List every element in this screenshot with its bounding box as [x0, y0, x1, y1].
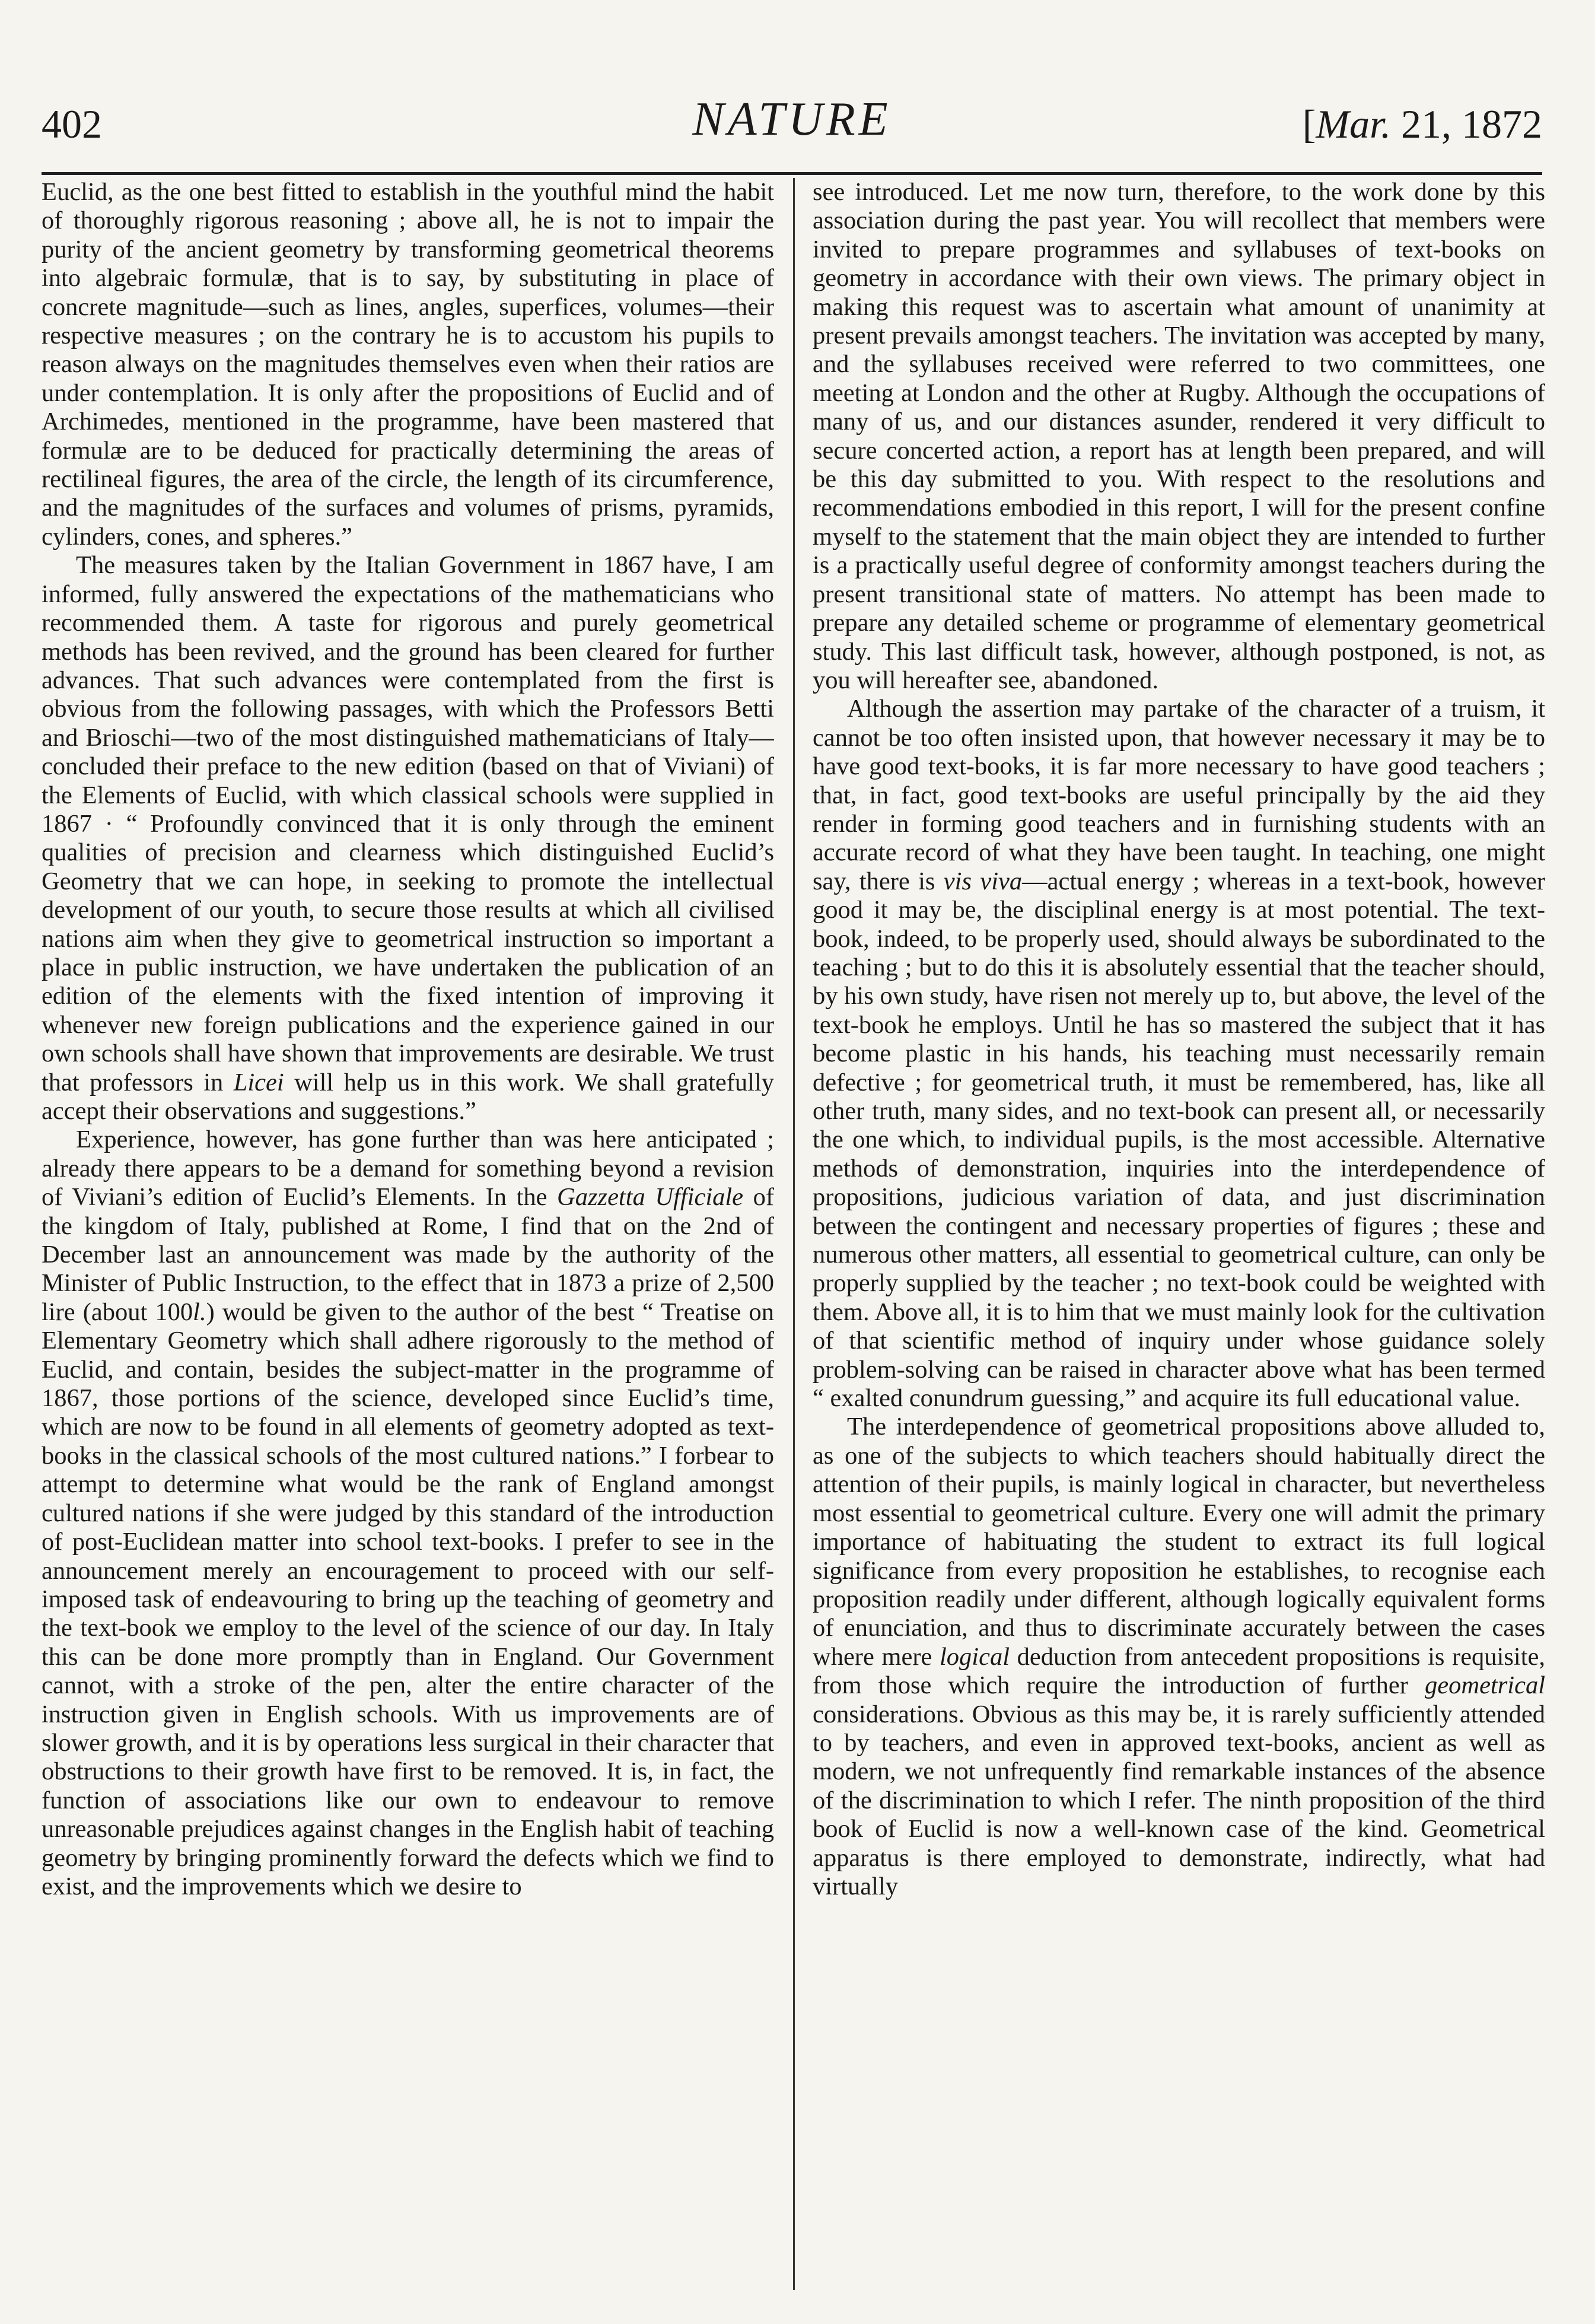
paragraph: Euclid, as the one best fitted to establish in the youthful mind the habit of thoroughly rigorous reasoning ; above all, he is not to impair the purity of the ancient geometry by transforming geometrical theorems into algebraic formulæ, that is to say, by substituting in place of concrete magnitude—such as lines, angles, superfices, volumes—their respective measures ; on the contrary he is to accustom his pupils to reason always on the magnitudes themselves even when their ratios are under contemplation. It is only after the propositions of Euclid and of Archimedes, mentioned in the programme, have been mastered that formulæ are to be deduced for practically determining the areas of rectilineal figures, the area of the circle, the length of its circumference, and the magnitudes of the surfaces and volumes of prisms, pyramids, cylinders, cones, and spheres.” [42, 178, 774, 551]
header-rule [42, 172, 1542, 175]
paragraph: Although the assertion may partake of the character of a truism, it cannot be too often insisted upon, that however necessary it may be to have good text-books, it is far more necessary to have good teachers ; that, in fact, good text-books are useful principally by the aid they render in forming good teachers and in furnishing students with an accurate record of what they have been taught. In teaching, one might say, there is vis viva—actual energy ; whereas in a text-book, however good it may be, the disciplinal energy is at most potential. The text-book, indeed, to be properly used, should always be subordinated to the teaching ; but to do this it is absolutely essential that the teacher should, by his own study, have risen not merely up to, but above, the level of the text-book he employs. Until he has so mastered the subject that it has become plastic in his hands, his teaching must necessarily remain defective ; for geometrical truth, it must be remembered, has, like all other truth, many sides, and no text-book can present all, or necessarily the one which, to individual pupils, is the most accessible. Alternative methods of demonstration, inquiries into the interdependence of propositions, judicious variation of data, and just discrimination between the contingent and necessary properties of figures ; these and numerous other matters, all essential to geometrical culture, can only be properly supplied by the teacher ; no text-book could be weighted with them. Above all, it is to him that we must mainly look for the cultivation of that scientific method of inquiry under whose guidance solely problem-solving can be raised in character above what has been termed “ exalted conundrum guessing,” and acquire its full educational value. [813, 695, 1545, 1413]
page-number: 402 [42, 101, 102, 147]
page-header [42, 89, 1542, 160]
date-day-year: 21, 1872 [1391, 101, 1542, 147]
issue-date [1303, 101, 1542, 148]
date-month: Mar. [1316, 101, 1391, 147]
paragraph: The interdependence of geometrical propositions above alluded to, as one of the subjects to which teachers should habitually direct the attention of their pupils, is mainly logical in character, but nevertheless most essential to geometrical culture. Every one will admit the primary importance of habituating the student to extract its full logical significance from every proposition he establishes, to recognise each proposition readily under different, although logically equivalent forms of enunciation, and thus to discriminate accurately between the cases where mere logical deduction from antecedent propositions is requisite, from those which require the introduction of further geometrical considerations. Obvious as this may be, it is rarely sufficiently attended to by teachers, and even in approved text-books, ancient as well as modern, we not unfrequently find remarkable instances of the absence of the discrimination to which I refer. The ninth proposition of the third book of Euclid is now a well-known case of the kind. Geometrical apparatus is there employed to demonstrate, indirectly, what had virtually [813, 1413, 1545, 1900]
paragraph: see introduced. Let me now turn, therefore, to the work done by this association during the past year. You will recollect that members were invited to prepare programmes and syllabuses of text-books on geometry in accordance with their own views. The primary object in making this request was to ascertain what amount of unanimity at present prevails amongst teachers. The invitation was accepted by many, and the syllabuses received were referred to two committees, one meeting at London and the other at Rugby. Although the occupations of many of us, and our distances asunder, rendered it very difficult to secure concerted action, a report has at length been prepared, and will be this day submitted to you. With respect to the resolutions and recommendations embodied in this report, I will for the present confine myself to the statement that the main object they are intended to further is a practically useful degree of conformity amongst teachers during the present transitional state of matters. No attempt has been made to prepare any detailed scheme or programme of elementary geometrical study. This last difficult task, however, although postponed, is not, as you will hereafter see, abandoned. [813, 178, 1545, 694]
left-column [42, 178, 774, 2290]
paragraph: Experience, however, has gone further than was here anticipated ; already there appears to be a demand for something beyond a revision of Viviani’s edition of Euclid’s Elements. In the Gazzetta Ufficiale of the kingdom of Italy, published at Rome, I find that on the 2nd of December last an announcement was made by the authority of the Minister of Public Instruction, to the effect that in 1873 a prize of 2,500 lire (about 100l.) would be given to the author of the best “ Treatise on Elementary Geometry which shall adhere rigorously to the method of Euclid, and contain, besides the subject-matter in the programme of 1867, those portions of the science, developed since Euclid’s time, which are now to be found in all elements of geometry adopted as text-books in the classical schools of the most cultured nations.” I forbear to attempt to determine what would be the rank of England amongst cultured nations if she were judged by this standard of the introduction of post-Euclidean matter into school text-books. I prefer to see in the announcement merely an encouragement to proceed with our self-imposed task of endeavouring to bring up the teaching of geometry and the text-book we employ to the level of the science of our day. In Italy this can be done more promptly than in England. Our Government cannot, with a stroke of the pen, alter the entire character of the instruction given in English schools. With us improvements are of slower growth, and it is by operations less surgical in their character that obstructions to their growth have first to be removed. It is, in fact, the function of associations like our own to endeavour to remove unreasonable prejudices against changes in the English habit of teaching geometry by bringing prominently forward the defects which we find to exist, and the improvements which we desire to [42, 1126, 774, 1900]
column-divider [793, 178, 795, 2290]
journal-title: NATURE [692, 93, 892, 145]
date-bracket: [ [1302, 101, 1316, 147]
paragraph: The measures taken by the Italian Government in 1867 have, I am informed, fully answered the expectations of the mathematicians who recommended them. A taste for rigorous and purely geometrical methods has been revived, and the ground has been cleared for further advances. That such advances were contemplated from the first is obvious from the following passages, with which the Professors Betti and Brioschi—two of the most distinguished mathematicians of Italy—concluded their preface to the new edition (based on that of Viviani) of the Elements of Euclid, with which classical schools were supplied in 1867 · “ Profoundly convinced that it is only through the eminent qualities of precision and clearness which distinguished Euclid’s Geometry that we can hope, in seeking to promote the intellectual development of our youth, to secure those results at which all civilised nations aim when they give to geometrical instruction so important a place in public instruction, we have undertaken the publication of an edition of the elements with the fixed intention of improving it whenever new foreign publications and the experience gained in our own schools shall have shown that improvements are desirable. We trust that professors in Licei will help us in this work. We shall gratefully accept their observations and suggestions.” [42, 551, 774, 1125]
right-column [813, 178, 1545, 2290]
